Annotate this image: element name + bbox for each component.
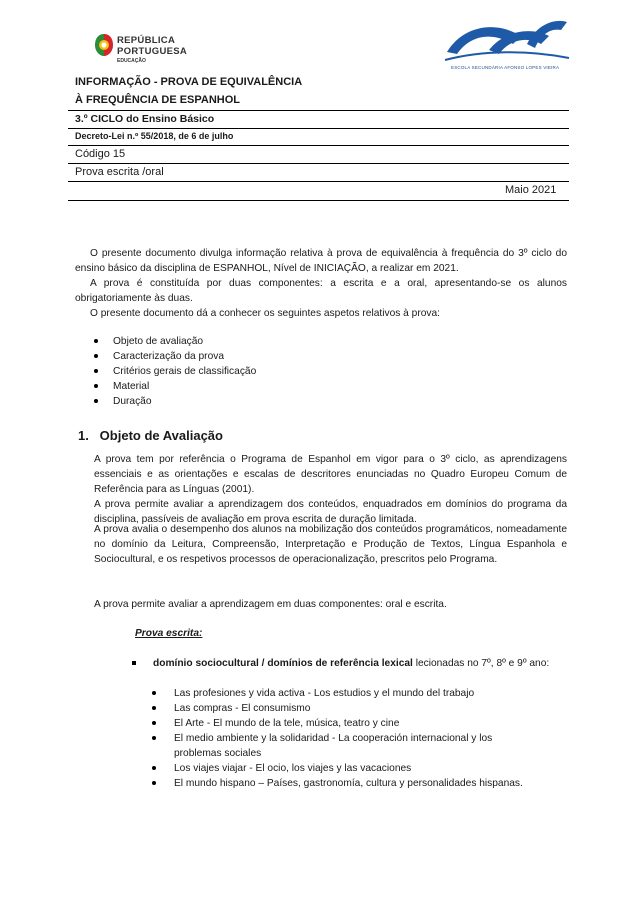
list-item: Material [94, 379, 394, 394]
list-item: El mundo hispano – Países, gastronomía, cultura y personalidades hispanas. [152, 776, 552, 791]
portugal-emblem-icon [94, 33, 114, 57]
republica-line1: REPÚBLICA [117, 35, 176, 46]
prova-label: Prova escrita /oral [75, 166, 164, 178]
section-1-paragraph-2: A prova permite avaliar a aprendizagem dos conteúdos, enquadrados em domínios do programa da disciplina, passíveis de avaliação em prova escrita de duração limitada. [94, 499, 567, 525]
divider [68, 200, 569, 201]
topics-list [152, 686, 552, 791]
list-item: El Arte - El mundo de la tele, música, teatro y cine [152, 716, 552, 731]
list-item: Las compras - El consumismo [152, 701, 552, 716]
educacao-label: EDUCAÇÃO [117, 58, 146, 64]
school-caption: ESCOLA SECUNDÁRIA AFONSO LOPES VIEIRA [451, 65, 560, 70]
list-item: El medio ambiente y la solidaridad - La cooperación internacional y los problemas sociales [152, 731, 552, 761]
divider [68, 163, 569, 164]
section-1-paragraph-1: A prova tem por referência o Programa de Espanhol em vigor para o 3º ciclo, as aprendizagens essenciais e as orientações e escalas de descritores enunciadas no Quadro Europeu Comum de Referência para as Línguas (2001). [94, 454, 567, 495]
prova-escrita-heading: Prova escrita: [135, 628, 203, 639]
list-item: Los viajes viajar - El ocio, los viajes y las vacaciones [152, 761, 552, 776]
section-1-paragraph-3: A prova avalia o desempenho dos alunos na mobilização dos conteúdos programáticos, nomeadamente no domínio da Leitura, Compreensão, Interpretação e Produção de Textos, Língua Espanhola e Sociocultural, e os respetivos processos de operacionalização, prescritos pelo Programa. [94, 524, 567, 565]
intro-paragraph-1: O presente documento divulga informação relativa à prova de equivalência à frequência do 3º ciclo do ensino básico da disciplina de ESPANHOL, Nível de INICIAÇÃO, a realizar em 2021. [75, 248, 567, 274]
ciclo-label: 3.º CICLO do Ensino Básico [75, 113, 215, 125]
codigo-label: Código 15 [75, 148, 126, 160]
list-item: Duração [94, 394, 394, 409]
dominio-bold: domínio sociocultural / domínios de referência lexical [153, 658, 413, 669]
list-item: Objeto de avaliação [94, 334, 394, 349]
list-item: Caracterização da prova [94, 349, 394, 364]
decreto-label: Decreto-Lei n.º 55/2018, de 6 de julho [75, 131, 234, 141]
divider [68, 181, 569, 182]
school-logo [443, 14, 571, 70]
doc-title-line2: À FREQUÊNCIA DE ESPANHOL [75, 94, 241, 106]
republica-line2: PORTUGUESA [117, 46, 188, 57]
republica-portuguesa-logo [94, 31, 214, 67]
intro-paragraph-2: A prova é constituída por duas componentes: a escrita e a oral, apresentando-se os alunos obrigatoriamente às duas. [75, 278, 567, 304]
divider [68, 110, 569, 111]
divider [68, 145, 569, 146]
section-1-title: 1. Objeto de Avaliação [78, 428, 223, 443]
school-wave-icon [443, 14, 571, 66]
list-item: Critérios gerais de classificação [94, 364, 394, 379]
intro-paragraph-3: O presente documento dá a conhecer os seguintes aspetos relativos à prova: [90, 308, 440, 319]
section-1-paragraph-4: A prova permite avaliar a aprendizagem em duas componentes: oral e escrita. [94, 599, 447, 610]
dominio-rest: lecionadas no 7º, 8º e 9º ano: [412, 658, 550, 669]
doc-title-line1: INFORMAÇÃO - PROVA DE EQUIVALÊNCIA [75, 76, 303, 88]
date-label: Maio 2021 [505, 184, 557, 196]
divider [68, 128, 569, 129]
intro-bullet-list [94, 334, 394, 409]
list-item: Las profesiones y vida activa - Los estudios y el mundo del trabajo [152, 686, 552, 701]
